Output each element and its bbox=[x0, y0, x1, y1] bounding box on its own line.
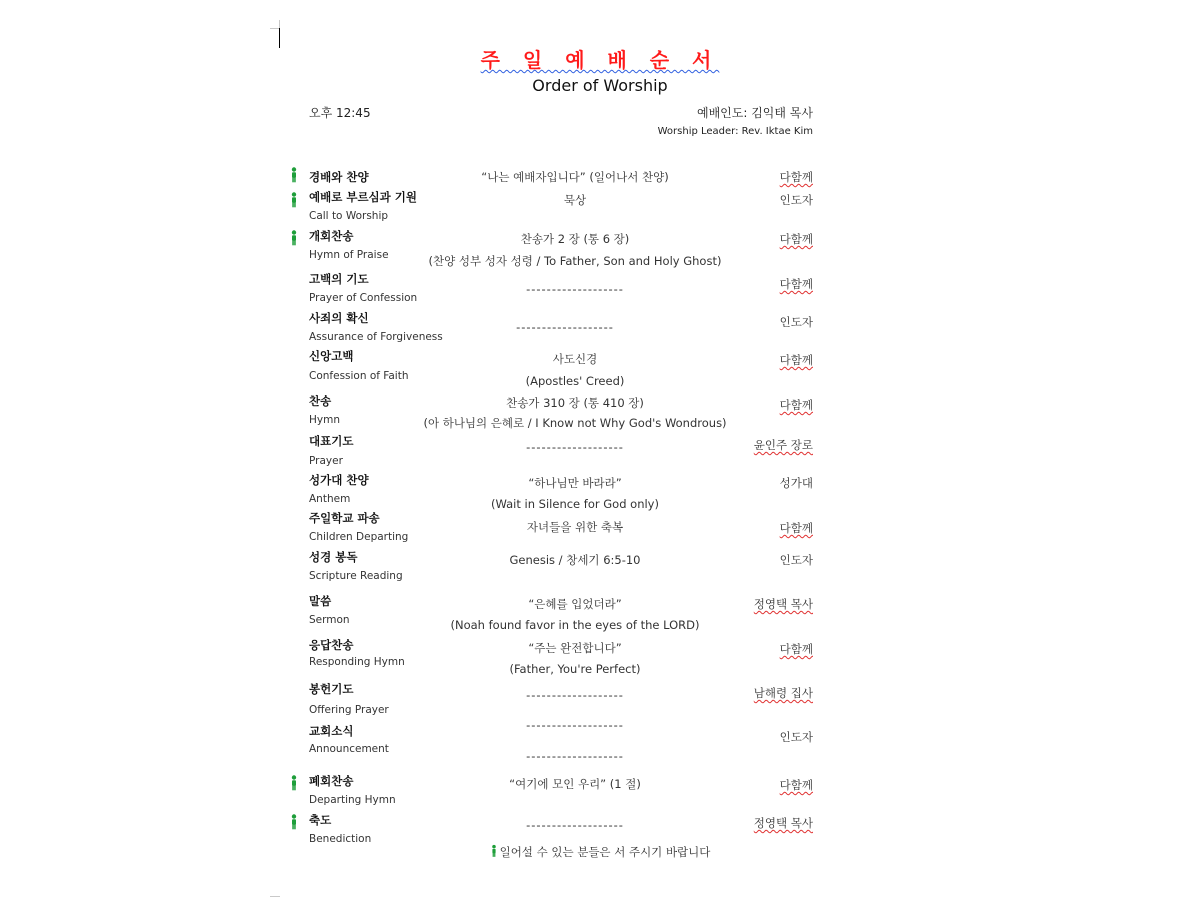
standing-person-icon bbox=[289, 775, 299, 791]
item-title-korean: 축도 bbox=[309, 813, 332, 827]
item-leader: 인도자 bbox=[779, 730, 813, 744]
item-title-korean: 폐회찬송 bbox=[309, 774, 354, 788]
item-leader: 남해령 집사 bbox=[753, 686, 813, 700]
item-detail: 찬송가 310 장 (통 410 장) bbox=[506, 396, 644, 410]
item-title-english: Benediction bbox=[309, 833, 372, 845]
item-title-english: Departing Hymn bbox=[309, 794, 396, 806]
item-leader: 다함께 bbox=[779, 277, 813, 291]
item-title-english: Children Departing bbox=[309, 531, 409, 543]
item-title-korean: 봉헌기도 bbox=[309, 682, 354, 696]
item-detail: “나는 예배자입니다” (일어나서 찬양) bbox=[481, 170, 669, 184]
item-detail: “하나님만 바라라” bbox=[528, 476, 622, 490]
item-title-korean: 말씀 bbox=[309, 594, 332, 608]
item-leader: 인도자 bbox=[779, 553, 813, 567]
item-detail-secondary: (아 하나님의 은혜로 / I Know not Why God's Wondrous) bbox=[423, 416, 727, 430]
item-detail: ------------------- bbox=[526, 688, 624, 702]
item-title-english: Hymn bbox=[309, 414, 340, 426]
standing-person-icon bbox=[289, 192, 299, 208]
standing-person-icon bbox=[289, 167, 299, 183]
item-leader: 정영택 목사 bbox=[753, 597, 813, 611]
item-title-english: Assurance of Forgiveness bbox=[309, 331, 443, 343]
item-detail: Genesis / 창세기 6:5-10 bbox=[509, 553, 641, 567]
item-detail: 사도신경 bbox=[552, 352, 598, 366]
title-english: Order of Worship bbox=[532, 76, 668, 95]
item-title-english: Scripture Reading bbox=[309, 570, 403, 582]
standing-note-text: 일어설 수 있는 분들은 서 주시기 바랍니다 bbox=[499, 845, 711, 859]
standing-note bbox=[0, 844, 1200, 860]
service-time: 오후 12:45 bbox=[309, 106, 371, 120]
item-title-korean: 예배로 부르심과 기원 bbox=[309, 190, 417, 204]
item-detail-secondary: (Noah found favor in the eyes of the LORD) bbox=[450, 618, 700, 632]
item-title-korean: 경배와 찬양 bbox=[309, 170, 369, 184]
item-detail: “은혜를 입었더라” bbox=[528, 597, 622, 611]
item-title-english: Anthem bbox=[309, 493, 351, 505]
item-leader: 다함께 bbox=[779, 521, 813, 535]
item-title-english: Sermon bbox=[309, 614, 350, 626]
item-leader: 다함께 bbox=[779, 232, 813, 246]
item-title-korean: 성경 봉독 bbox=[309, 550, 358, 564]
page-corner-mark bbox=[270, 896, 280, 897]
item-detail: ------------------- bbox=[526, 818, 624, 832]
item-detail: ------------------- bbox=[526, 282, 624, 296]
item-title-english: Offering Prayer bbox=[309, 704, 389, 716]
item-detail-secondary: ------------------- bbox=[526, 749, 624, 763]
item-title-english: Prayer bbox=[309, 455, 343, 467]
item-title-korean: 성가대 찬양 bbox=[309, 473, 369, 487]
item-title-korean: 개회찬송 bbox=[309, 229, 354, 243]
item-title-korean: 응답찬송 bbox=[309, 638, 354, 652]
item-title-korean: 교회소식 bbox=[309, 724, 354, 738]
item-leader: 다함께 bbox=[779, 170, 813, 184]
item-leader: 다함께 bbox=[779, 398, 813, 412]
item-title-english: Responding Hymn bbox=[309, 656, 405, 668]
item-title-english: Call to Worship bbox=[309, 210, 389, 222]
item-detail: 묵상 bbox=[563, 193, 587, 207]
item-title-korean: 찬송 bbox=[309, 394, 332, 408]
item-title-korean: 고백의 기도 bbox=[309, 272, 369, 286]
item-leader: 윤인주 장로 bbox=[753, 438, 813, 452]
item-leader: 다함께 bbox=[779, 642, 813, 656]
title-korean: 주 일 예 배 순 서 bbox=[480, 48, 720, 72]
item-detail-secondary: (찬양 성부 성자 성령 / To Father, Son and Holy Ghost) bbox=[428, 254, 722, 268]
item-detail: 찬송가 2 장 (통 6 장) bbox=[520, 232, 630, 246]
item-detail-secondary: (Wait in Silence for God only) bbox=[491, 497, 659, 511]
standing-person-icon bbox=[289, 814, 299, 830]
item-detail: 자녀들을 위한 축복 bbox=[526, 520, 624, 534]
item-title-korean: 대표기도 bbox=[309, 434, 354, 448]
item-detail-secondary: (Father, You're Perfect) bbox=[509, 662, 641, 676]
item-leader: 성가대 bbox=[779, 476, 813, 490]
item-title-english: Hymn of Praise bbox=[309, 249, 389, 261]
item-detail: ------------------- bbox=[526, 440, 624, 454]
item-title-korean: 사죄의 확신 bbox=[309, 311, 369, 325]
item-detail: “주는 완전합니다” bbox=[528, 641, 622, 655]
standing-person-icon bbox=[289, 230, 299, 246]
item-detail: “여기에 모인 우리” (1 절) bbox=[509, 777, 641, 791]
item-detail: ------------------- bbox=[526, 718, 624, 732]
item-leader: 다함께 bbox=[779, 353, 813, 367]
item-leader: 다함께 bbox=[779, 778, 813, 792]
item-title-korean: 신앙고백 bbox=[309, 349, 354, 363]
item-leader: 인도자 bbox=[779, 193, 813, 207]
worship-leader-english: Worship Leader: Rev. Iktae Kim bbox=[657, 126, 813, 137]
standing-person-icon bbox=[490, 844, 498, 858]
item-leader: 인도자 bbox=[779, 315, 813, 329]
item-title-english: Confession of Faith bbox=[309, 370, 409, 382]
item-leader: 정영택 목사 bbox=[753, 816, 813, 830]
item-title-english: Announcement bbox=[309, 743, 389, 755]
item-detail: ------------------- bbox=[516, 320, 614, 334]
worship-leader-korean: 예배인도: 김익태 목사 bbox=[696, 106, 813, 120]
item-detail-secondary: (Apostles' Creed) bbox=[525, 374, 625, 388]
item-title-english: Prayer of Confession bbox=[309, 292, 418, 304]
item-title-korean: 주일학교 파송 bbox=[309, 511, 380, 525]
